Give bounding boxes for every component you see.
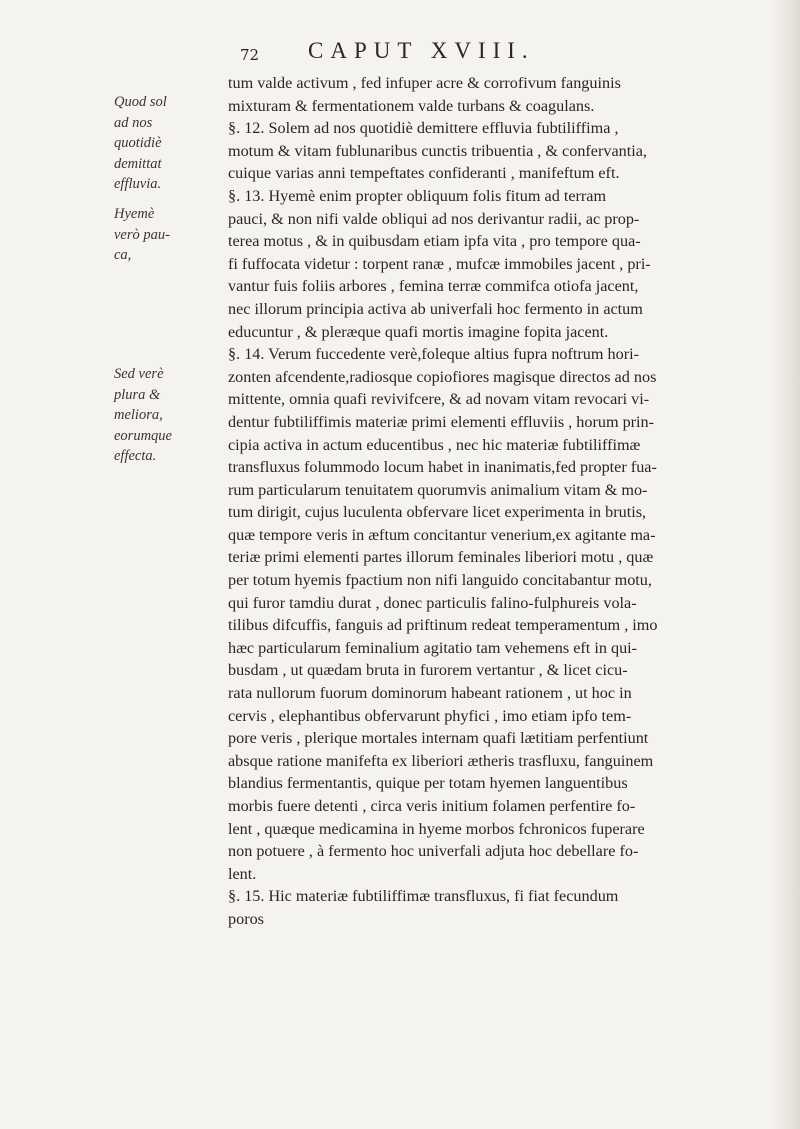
margin-note-line: quotidiè: [114, 135, 162, 151]
margin-note-line: plura &: [114, 386, 161, 403]
text-line: motum & vitam fublunaribus cunctis tribuentia , & confervantia,: [228, 141, 647, 160]
text-line: teriæ primi elementi partes illorum feminales liberiori motu , quæ: [228, 548, 654, 567]
body-text: [228, 72, 768, 931]
text-line: dentur fubtiliffimis materiæ primi elementi effluviis , horum prin-: [228, 412, 655, 431]
text-line: mittente, omnia quafi revivifcere, & ad novam vitam revocari vi-: [228, 390, 650, 409]
text-line: quæ tempore veris in æftum concitantur venerium,ex agitante ma-: [228, 525, 656, 544]
text-line: tum dirigit, cujus luculenta obfervare licet experimenta in brutis,: [228, 503, 647, 522]
margin-note-line: meliora,: [114, 407, 163, 423]
margin-note-line: demittat: [114, 155, 162, 172]
page-header: [0, 38, 800, 68]
text-line: lent , quæque medicamina in hyeme morbos fchronicos fuperare: [228, 819, 645, 838]
text-line: cervis , elephantibus obfervarunt phyfici , imo etiam ipfo tem-: [228, 706, 632, 725]
text-line: absque ratione manifefta ex liberiori ætheris trasfluxu, fanguinem: [228, 751, 654, 770]
margin-note-sed-vere: [114, 364, 220, 467]
page-number: 72: [240, 46, 260, 64]
text-line: tum valde activum , fed infuper acre & corrofivum fanguinis: [228, 74, 621, 92]
margin-note-quod-sol: [114, 92, 220, 195]
text-line: hæc particularum feminalium agitatio tam vehemens eft in qui-: [228, 638, 638, 657]
text-line: qui furor tamdiu durat , donec particulis falino-fulphureis vola-: [228, 593, 637, 612]
margin-note-line: effecta.: [114, 448, 157, 464]
text-line: per totum hyemis fpactium non nifi languido concitabantur motu,: [228, 571, 652, 590]
text-line: §. 12. Solem ad nos quotidiè demittere effluvia fubtiliffima ,: [228, 119, 619, 138]
text-line: nec illorum principia activa ab univerfali hoc fermento in actum: [228, 299, 643, 318]
text-line: poros: [228, 909, 264, 928]
text-line: busdam , ut quædam bruta in furorem vertantur , & licet cicu-: [228, 661, 628, 680]
text-line: transfluxus folummodo locum habet in inanimatis,fed propter fua-: [228, 458, 657, 477]
text-line: tilibus difcuffis, fanguis ad priftinum redeat temperamentum , imo: [228, 616, 658, 635]
margin-note-line: ca,: [114, 247, 132, 263]
text-line: lent.: [228, 864, 257, 883]
text-line: morbis fuere detenti , circa veris initium folamen perfentire fo-: [228, 797, 636, 815]
margin-note-line: eorumque: [114, 427, 172, 444]
margin-note-line: ad nos: [114, 114, 153, 131]
text-line: mixturam & fermentationem valde turbans & coagulans.: [228, 96, 595, 115]
text-line: educuntur , & pleræque quafi mortis imagine fopita jacent.: [228, 322, 609, 341]
text-line: zonten afcendente,radiosque copiofiores magisque directos ad nos: [228, 367, 657, 386]
text-line: rum particularum tenuitatem quorumvis animalium vitam & mo-: [228, 480, 648, 499]
text-line: §. 15. Hic materiæ fubtiliffimæ transfluxus, fi fiat fecundum: [228, 887, 619, 906]
text-line: rata nullorum fuorum dominorum habeant rationem , ut hoc in: [228, 684, 632, 703]
text-line: vantur fuis foliis arbores , femina terræ commifca otiofa jacent,: [228, 277, 639, 296]
text-line: pauci, & non nifi valde obliqui ad nos derivantur radii, ac prop-: [228, 209, 640, 228]
text-line: blandius fermentantis, quique per totam hyemen languentibus: [228, 774, 628, 793]
text-line: non potuere , à fermento hoc univerfali adjuta hoc debellare fo-: [228, 842, 639, 861]
chapter-title: CAPUT XVIII.: [308, 38, 535, 63]
margin-note-line: Quod sol: [114, 94, 167, 110]
margin-note-line: effluvia.: [114, 176, 162, 192]
page-edge-shadow: [772, 0, 800, 1129]
margin-note-line: Hyemè: [114, 206, 155, 222]
text-line: pore veris , plerique mortales internam quafi lætitiam perfentiunt: [228, 729, 649, 748]
text-line: terea motus , & in quibusdam etiam ipfa vita , pro tempore qua-: [228, 232, 641, 251]
text-line: §. 14. Verum fuccedente verè,foleque altius fupra noftrum hori-: [228, 345, 639, 364]
text-line: cuique varias anni tempeftates confideranti , manifeftum eft.: [228, 164, 620, 183]
margin-note-hyeme: [114, 204, 220, 266]
text-line: fi fuffocata videtur : torpent ranæ , mufcæ immobiles jacent , pri-: [228, 254, 651, 273]
margin-note-line: verò pau-: [114, 226, 170, 243]
margin-note-line: Sed verè: [114, 366, 164, 382]
text-line: cipia activa in actum educentibus , nec hic materiæ fubtiliffimæ: [228, 435, 641, 454]
text-line: §. 13. Hyemè enim propter obliquum folis fitum ad terram: [228, 186, 607, 205]
